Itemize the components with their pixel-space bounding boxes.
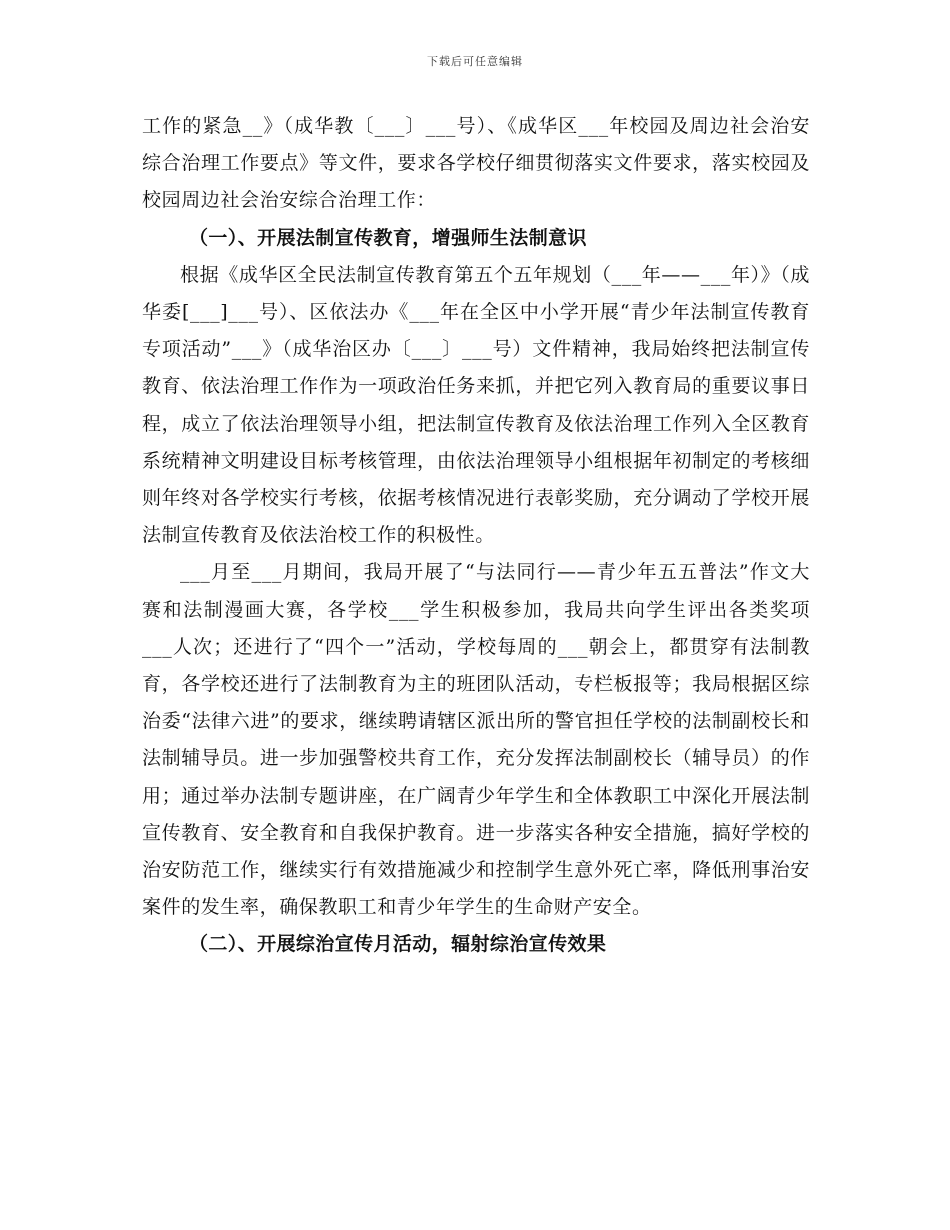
document-body <box>142 108 810 964</box>
page-header: 下载后可任意编辑 <box>427 55 523 68</box>
paragraph-section1-basis: 根据《成华区全民法制宣传教育第五个五年规划（___年——___年）》（成华委[___]___号）、区依法办《___年在全区中小学开展“青少年法制宣传教育专项活动”___》（成华治区办〔___〕___号）文件精神，我局始终把法制宣传教育、依法治理工作作为一项政治任务来抓，并把它列入教育局的重要议事日程，成立了依法治理领导小组，把法制宣传教育及依法治理工作列入全区教育系统精神文明建设目标考核管理，由依法治理领导小组根据年初制定的考核细则年终对各学校实行考核，依据考核情况进行表彰奖励，充分调动了学校开展法制宣传教育及依法治校工作的积极性。 <box>142 263 810 547</box>
paragraph-section1-activities: ___月至___月期间，我局开展了“与法同行——青少年五五普法”作文大赛和法制漫画大赛，各学校___学生积极参加，我局共向学生评出各类奖项___人次；还进行了“四个一”活动，学校每周的___朝会上，都贯穿有法制教育，各学校还进行了法制教育为主的班团队活动，专栏板报等；我局根据区综治委“法律六进”的要求，继续聘请辖区派出所的警官担任学校的法制副校长和法制辅导员。进一步加强警校共育工作，充分发挥法制副校长（辅导员）的作用；通过举办法制专题讲座，在广阔青少年学生和全体教职工中深化开展法制宣传教育、安全教育和自我保护教育。进一步落实各种安全措施，搞好学校的治安防范工作，继续实行有效措施减少和控制学生意外死亡率，降低刑事治安案件的发生率，确保教职工和青少年学生的生命财产安全。 <box>142 561 810 919</box>
paragraph-continuation: 工作的紧急__》（成华教〔___〕___号）、《成华区___年校园及周边社会治安综合治理工作要点》等文件，要求各学校仔细贯彻落实文件要求，落实校园及校园周边社会治安综合治理工作： <box>142 115 810 212</box>
section-heading-2: （二）、开展综治宣传月活动，辐射综治宣传效果 <box>189 933 607 956</box>
section-heading-1: （一）、开展法制宣传教育，增强师生法制意识 <box>189 226 587 249</box>
